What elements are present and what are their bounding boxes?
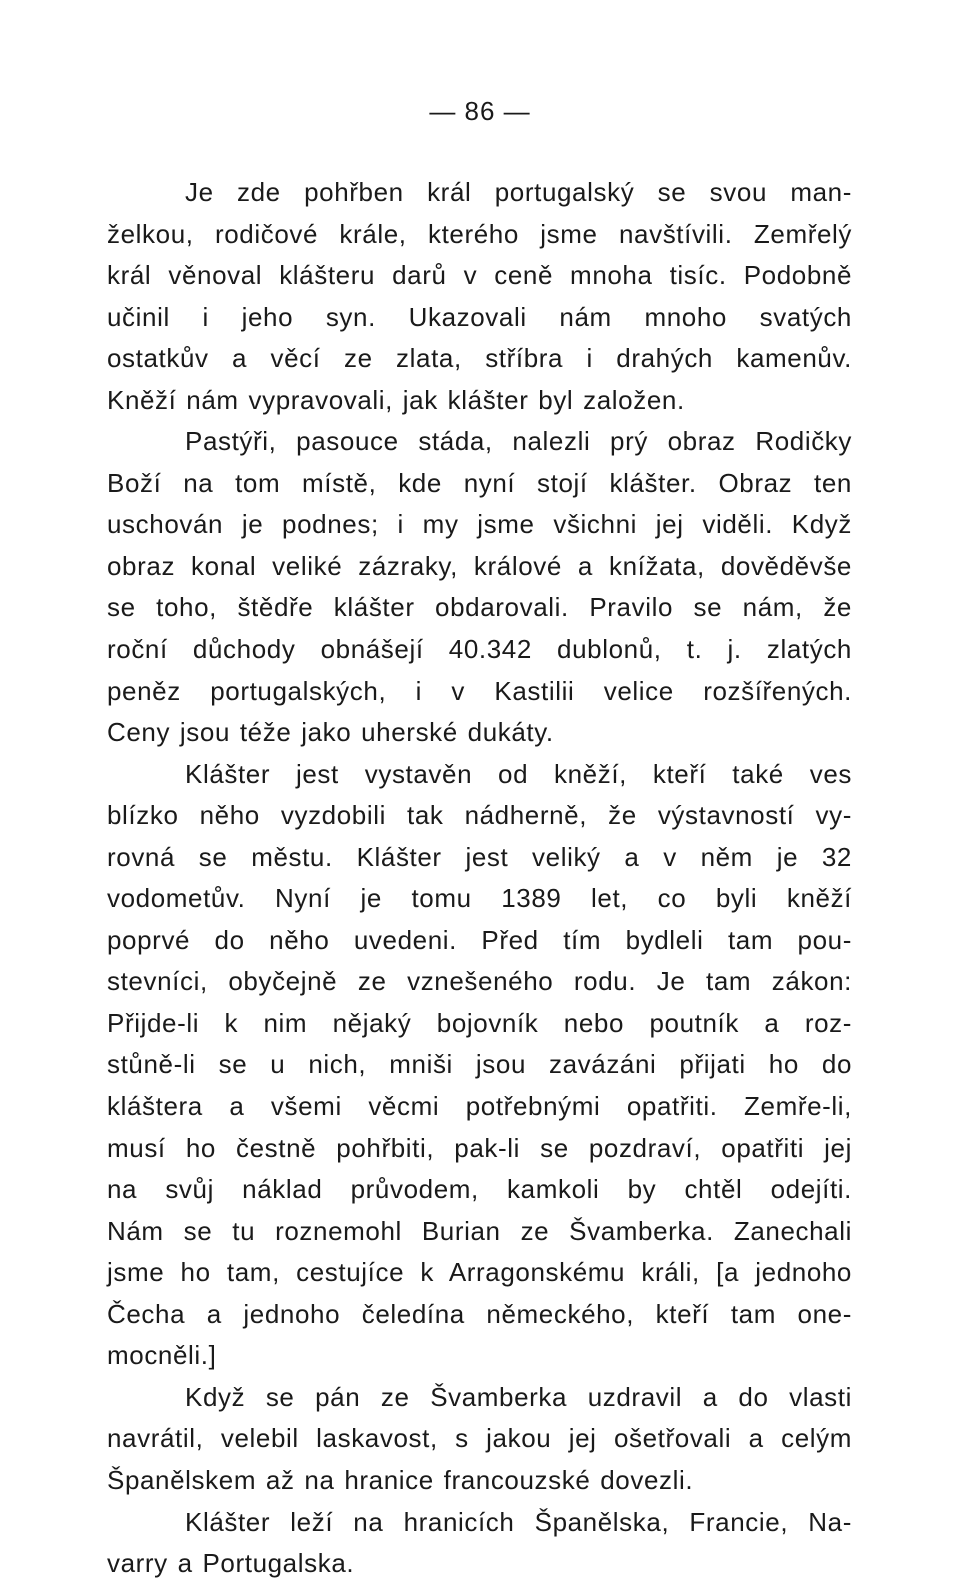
text-line: stevníci, obyčejně ze vznešeného rodu. Je tam zákon:: [107, 966, 852, 997]
text-line: Klášter jest vystavěn od kněží, kteří také ves: [185, 758, 852, 789]
body-text: [107, 172, 852, 1585]
text-line: navrátil, velebil laskavost, s jakou jej ošetřovali a celým: [107, 1423, 852, 1454]
text-line: Klášter leží na hranicích Španělska, Francie, Na-: [185, 1506, 852, 1537]
text-line: poprvé do něho uvedeni. Před tím bydleli tam pou-: [107, 924, 852, 955]
text-line: mocněli.]: [107, 1340, 217, 1371]
text-line: Španělskem až na hranice francouzské dovezli.: [107, 1464, 694, 1495]
text-line: Kněží nám vypravovali, jak klášter byl založen.: [107, 384, 685, 415]
text-line: učinil i jeho syn. Ukazovali nám mnoho svatých: [107, 301, 852, 332]
text-line: blízko něho vyzdobili tak nádherně, že výstavností vy-: [107, 800, 852, 831]
text-line: kláštera a všemi věcmi potřebnými opatřiti. Zemře-li,: [107, 1091, 852, 1122]
text-line: rovná se městu. Klášter jest veliký a v něm je 32: [107, 841, 852, 872]
page-number: — 86 —: [429, 96, 531, 126]
text-line: Nám se tu roznemohl Burian ze Švamberka. Zanechali: [107, 1215, 852, 1246]
text-line: se toho, štědře klášter obdarovali. Pravilo se nám, že: [107, 592, 852, 623]
text-line: želkou, rodičové krále, kterého jsme navštívili. Zemřelý: [107, 218, 852, 249]
text-line: na svůj náklad průvodem, kamkoli by chtěl odejíti.: [107, 1174, 852, 1205]
text-line: varry a Portugalska.: [107, 1548, 355, 1579]
text-line: jsme ho tam, cestujíce k Arragonskému králi, [a jednoho: [107, 1257, 852, 1288]
text-line: uschován je podnes; i my jsme všichni jej viděli. Když: [107, 509, 852, 540]
text-line: Když se pán ze Švamberka uzdravil a do vlasti: [185, 1381, 852, 1412]
text-line: Čecha a jednoho čeledína německého, kteří tam one-: [107, 1298, 852, 1329]
text-line: roční důchody obnášejí 40.342 dublonů, t. j. zlatých: [107, 634, 852, 665]
text-line: peněz portugalských, i v Kastilii velice rozšířených.: [107, 675, 852, 706]
text-line: obraz konal veliké zázraky, králové a knížata, dověděvše: [107, 550, 852, 581]
text-line: musí ho čestně pohřbiti, pak-li se pozdraví, opatřiti jej: [107, 1132, 852, 1163]
text-line: ostatkův a věcí ze zlata, stříbra i drahých kamenův.: [107, 343, 852, 374]
text-line: Pastýři, pasouce stáda, nalezli prý obraz Rodičky: [185, 426, 852, 457]
text-line: král věnoval klášteru darů v ceně mnoha tisíc. Podobně: [107, 260, 852, 291]
text-line: Je zde pohřben král portugalský se svou man-: [185, 177, 852, 207]
text-line: Boží na tom místě, kde nyní stojí klášter. Obraz ten: [107, 467, 852, 498]
text-line: vodometův. Nyní je tomu 1389 let, co byli kněží: [107, 883, 852, 914]
text-line: Ceny jsou téže jako uherské dukáty.: [107, 717, 554, 748]
text-line: Přijde-li k nim nějaký bojovník nebo poutník a roz-: [107, 1007, 852, 1038]
text-line: stůně-li se u nich, mniši jsou zavázáni přijati ho do: [107, 1049, 852, 1080]
